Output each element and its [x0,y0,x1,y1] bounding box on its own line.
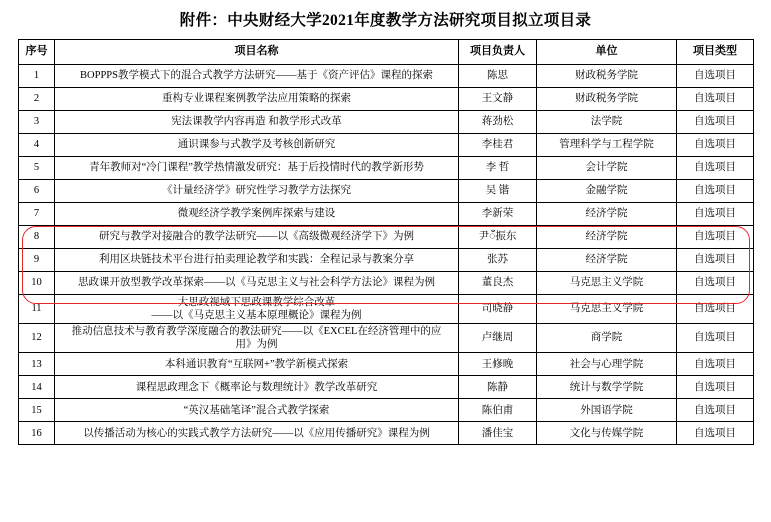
table-row [19,202,754,225]
cell-type: 自选项目 [677,294,754,323]
cell-type: 自选项目 [677,110,754,133]
cell-lead: 尹ँ振东 [459,225,537,248]
project-list-table [18,39,754,446]
cell-name: 微观经济学教学案例库探索与建设 [55,202,459,225]
cell-unit: 社会与心理学院 [537,353,677,376]
cell-lead: 陈静 [459,376,537,399]
table-row [19,353,754,376]
table-row [19,87,754,110]
cell-no: 8 [19,225,55,248]
table-row [19,110,754,133]
cell-unit: 商学院 [537,323,677,352]
cell-name: 宪法课教学内容再造 和教学形式改革 [55,110,459,133]
cell-name: 思政课开放型教学改革探索——以《马克思主义与社会科学方法论》课程为例 [55,271,459,294]
cell-lead: 王文静 [459,87,537,110]
cell-unit: 马克思主义学院 [537,271,677,294]
cell-lead: 董良杰 [459,271,537,294]
cell-lead: 司晓静 [459,294,537,323]
cell-type: 自选项目 [677,353,754,376]
cell-no: 3 [19,110,55,133]
cell-name: BOPPPS教学模式下的混合式教学方法研究——基于《资产评估》课程的探索 [55,64,459,87]
cell-type: 自选项目 [677,376,754,399]
table-row [19,294,754,323]
table-row [19,323,754,352]
cell-type: 自选项目 [677,133,754,156]
cell-type: 自选项目 [677,179,754,202]
column-header-type: 项目类型 [677,39,754,64]
cell-type: 自选项目 [677,323,754,352]
table-row [19,156,754,179]
cell-lead: 潘佳宝 [459,422,537,445]
cell-no: 1 [19,64,55,87]
cell-unit: 财政税务学院 [537,64,677,87]
cell-unit: 管理科学与工程学院 [537,133,677,156]
cell-unit: 外国语学院 [537,399,677,422]
table-row [19,225,754,248]
cell-name: “英汉基础笔译”混合式教学探索 [55,399,459,422]
cell-lead: 吴 锴 [459,179,537,202]
cell-unit: 经济学院 [537,225,677,248]
cell-name-line2: ——以《马克思主义基本原理概论》课程为例 [151,309,362,321]
table-row [19,399,754,422]
table-row [19,271,754,294]
cell-lead: 陈思 [459,64,537,87]
cell-no: 15 [19,399,55,422]
page-title: 附件：中央财经大学2021年度教学方法研究项目拟立项目录 [179,12,592,29]
cell-type: 自选项目 [677,271,754,294]
cell-name-line1: 推动信息技术与教育教学深度融合的教法研究——以《EXCEL在经济管理中的应 [71,325,442,337]
cell-unit: 经济学院 [537,248,677,271]
cell-lead: 李 哲 [459,156,537,179]
cell-lead: 蒋劲松 [459,110,537,133]
cell-unit: 统计与数学学院 [537,376,677,399]
cell-unit: 法学院 [537,110,677,133]
column-header-lead: 项目负责人 [459,39,537,64]
cell-type: 自选项目 [677,225,754,248]
cell-lead: 王修晚 [459,353,537,376]
cell-no: 6 [19,179,55,202]
cell-no: 4 [19,133,55,156]
cell-unit: 马克思主义学院 [537,294,677,323]
cell-no: 9 [19,248,55,271]
table-row [19,133,754,156]
cell-no: 7 [19,202,55,225]
cell-name: 《计量经济学》研究性学习教学方法探究 [55,179,459,202]
column-header-name: 项目名称 [55,39,459,64]
cell-name: 本科通识教育“互联网+”教学新模式探索 [55,353,459,376]
cell-type: 自选项目 [677,422,754,445]
cell-name: 青年教师对“冷门课程”教学热情激发研究：基于后投情时代的教学新形势 [55,156,459,179]
cell-name: 重构专业课程案例教学法应用策略的探索 [55,87,459,110]
cell-name: 利用区块链技术平台进行拍卖理论教学和实践：全程记录与教案分享 [55,248,459,271]
cell-name: 课程思政理念下《概率论与数理统计》教学改革研究 [55,376,459,399]
column-header-no: 序号 [19,39,55,64]
cell-type: 自选项目 [677,248,754,271]
cell-unit: 会计学院 [537,156,677,179]
cell-no: 12 [19,323,55,352]
cell-no: 10 [19,271,55,294]
cell-name [55,323,459,352]
table-row [19,376,754,399]
cell-no: 5 [19,156,55,179]
cell-name-line1: 大思政视域下思政课教学综合改革 [177,296,336,308]
cell-name: 通识课参与式教学及考核创新研究 [55,133,459,156]
cell-name-line2: 用》为例 [235,338,278,350]
cell-lead: 卢继周 [459,323,537,352]
cell-type: 自选项目 [677,87,754,110]
cell-no: 14 [19,376,55,399]
table-row [19,179,754,202]
table-row [19,248,754,271]
cell-name: 研究与教学对接融合的教学法研究——以《高级微观经济学下》为例 [55,225,459,248]
cell-no: 13 [19,353,55,376]
table-row [19,422,754,445]
cell-unit: 经济学院 [537,202,677,225]
cell-type: 自选项目 [677,64,754,87]
table-row [19,64,754,87]
column-header-unit: 单位 [537,39,677,64]
cell-no: 11 [19,294,55,323]
cell-unit: 文化与传媒学院 [537,422,677,445]
cell-unit: 金融学院 [537,179,677,202]
cell-lead: 陈伯甫 [459,399,537,422]
cell-name: 以传播活动为核心的实践式教学方法研究——以《应用传播研究》课程为例 [55,422,459,445]
cell-lead: 李新荣 [459,202,537,225]
cell-lead: 李桂君 [459,133,537,156]
cell-type: 自选项目 [677,399,754,422]
cell-unit: 财政税务学院 [537,87,677,110]
table-header-row [19,39,754,64]
cell-name [55,294,459,323]
cell-type: 自选项目 [677,202,754,225]
cell-no: 16 [19,422,55,445]
cell-no: 2 [19,87,55,110]
cell-type: 自选项目 [677,156,754,179]
cell-lead: 张苏 [459,248,537,271]
